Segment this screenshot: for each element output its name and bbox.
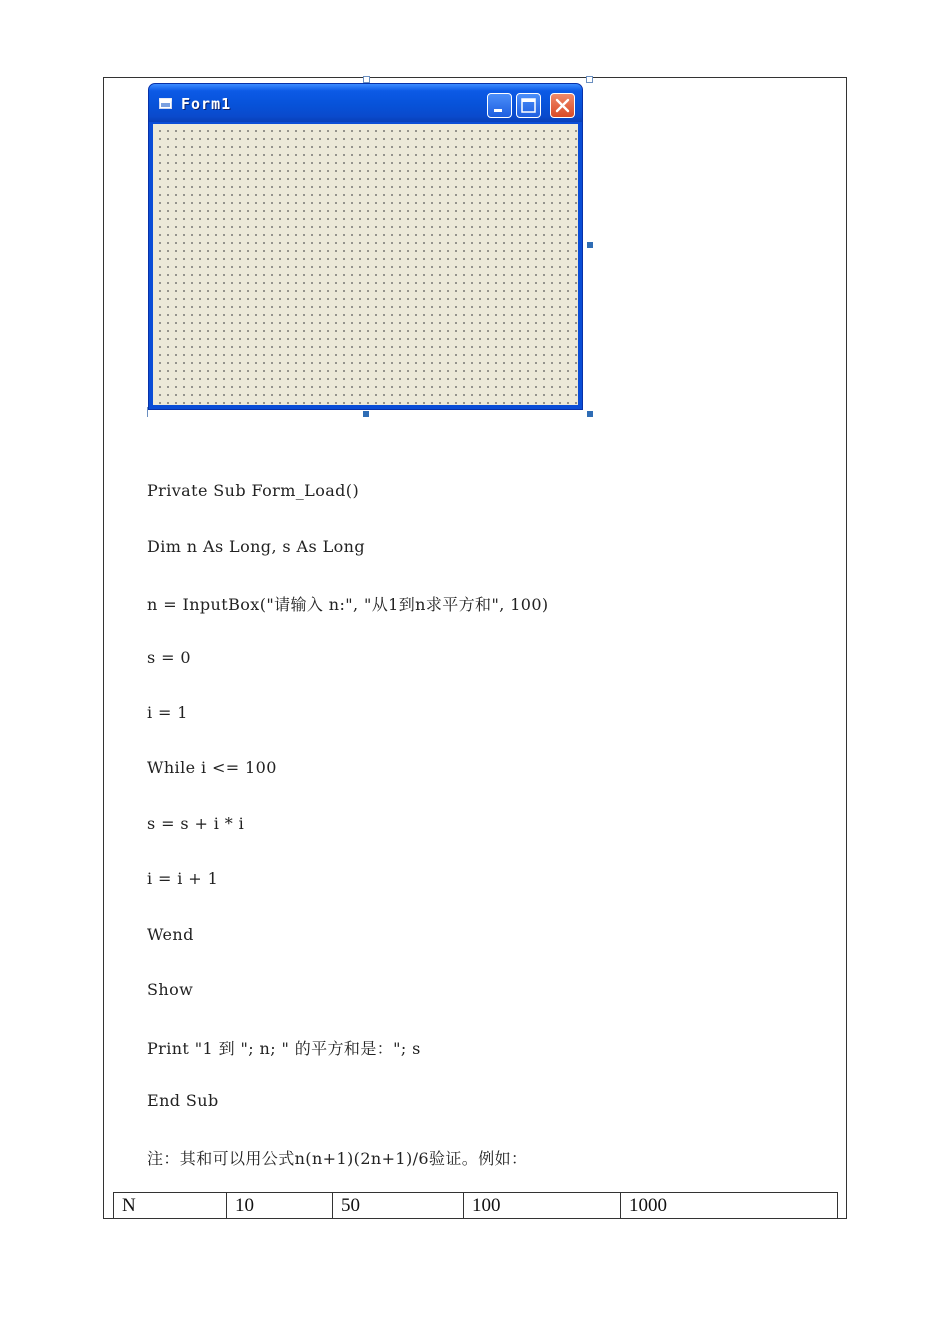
close-button[interactable] — [550, 93, 575, 118]
close-icon — [551, 94, 576, 119]
code-line: While i <= 100 — [147, 758, 277, 777]
code-line: Wend — [147, 925, 194, 944]
code-line: s = 0 — [147, 648, 191, 667]
code-line: n = InputBox("请输入 n:", "从1到n求平方和", 100) — [147, 595, 549, 614]
window-title: Form1 — [181, 95, 232, 113]
maximize-icon — [517, 94, 542, 119]
resize-handle-top-right[interactable] — [586, 76, 593, 83]
table-cell: 10 — [227, 1193, 333, 1218]
code-line: Private Sub Form_Load() — [147, 481, 360, 500]
table-cell: N — [114, 1193, 227, 1218]
form1-window[interactable] — [148, 83, 583, 410]
code-line: Print "1 到 "; n; " 的平方和是："; s — [147, 1039, 421, 1058]
minimize-icon — [488, 94, 513, 119]
code-line: i = i + 1 — [147, 869, 219, 888]
table-cell: 100 — [464, 1193, 621, 1218]
minimize-button[interactable] — [487, 93, 512, 118]
table-cell: 1000 — [629, 1195, 667, 1216]
form1-client-area[interactable] — [153, 124, 578, 405]
resize-handle-top[interactable] — [363, 76, 370, 83]
note-line: 注：其和可以用公式n(n+1)(2n+1)/6验证。例如： — [147, 1149, 528, 1168]
form1-titlebar[interactable] — [149, 84, 582, 122]
verification-table — [113, 1192, 838, 1219]
resize-handle-right[interactable] — [587, 242, 593, 248]
form-icon — [159, 98, 172, 109]
code-line: s = s + i * i — [147, 814, 245, 833]
code-line: End Sub — [147, 1091, 219, 1110]
resize-handle-bottom[interactable] — [363, 411, 369, 417]
maximize-button[interactable] — [516, 93, 541, 118]
table-cell: 50 — [333, 1193, 464, 1218]
resize-handle-bottom-right[interactable] — [587, 411, 593, 417]
code-line: Show — [147, 980, 194, 999]
code-line: i = 1 — [147, 703, 188, 722]
code-line: Dim n As Long, s As Long — [147, 537, 365, 556]
